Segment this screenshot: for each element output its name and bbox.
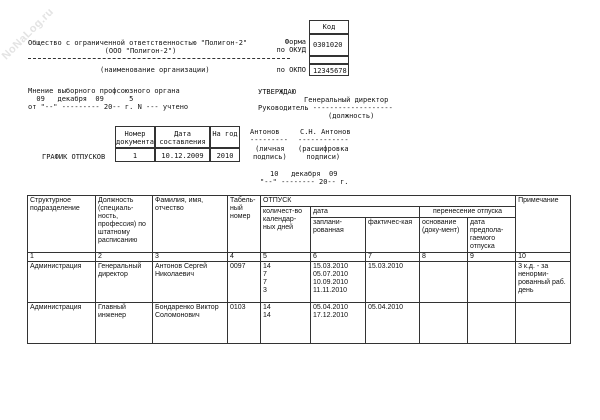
approval-position: Генеральный директор <box>304 96 389 104</box>
cell-note <box>516 303 571 344</box>
cell-name: Антонов Сергей Николаевич <box>153 262 228 303</box>
decoded-name: С.Н. Антонов <box>300 128 351 136</box>
signature-rule: --------- <box>250 136 288 144</box>
column-number: 3 <box>153 253 228 262</box>
organization-caption: (наименование организации) <box>100 66 210 74</box>
blank-code-cell <box>309 56 349 64</box>
okud-label: Форма по ОКУД <box>276 38 306 54</box>
cell-subdivision: Администрация <box>28 303 96 344</box>
header-tab-number: Табель-ный номер <box>228 196 261 253</box>
header-date: дата <box>311 207 420 218</box>
cell-position: Главный инженер <box>96 303 153 344</box>
column-number: 7 <box>366 253 420 262</box>
signature-caption: (личная подпись) <box>253 145 287 161</box>
column-number: 8 <box>420 253 468 262</box>
cell-days: 14 7 7 3 <box>261 262 311 303</box>
header-position: Должность (специаль-ность, профессия) по штатному расписанию <box>96 196 153 253</box>
decoded-rule: ------------ <box>298 136 349 144</box>
union-opinion-date-line: от "--" --------- 20-- г. N --- учтено <box>28 103 189 111</box>
column-number: 6 <box>311 253 366 262</box>
approval-date-line: "--" -------- 20-- г. <box>260 178 349 186</box>
cell-basis <box>420 262 468 303</box>
column-number: 1 <box>28 253 96 262</box>
header-transfer: перенесение отпуска <box>420 207 516 218</box>
header-days: количест-во календар-ных дней <box>261 207 311 253</box>
organization-short-name: (ООО "Полигон-2") <box>104 47 177 55</box>
header-subdivision: Структурное подразделение <box>28 196 96 253</box>
cell-days: 14 14 <box>261 303 311 344</box>
doc-number-value: 1 <box>115 148 155 162</box>
column-number: 4 <box>228 253 261 262</box>
header-actual: фактичес-кая <box>366 218 420 253</box>
cell-name: Бондаренко Виктор Соломонович <box>153 303 228 344</box>
union-opinion-title: Мнение выборного профсоюзного органа <box>28 87 180 95</box>
cell-actual: 15.03.2010 <box>366 262 420 303</box>
column-number: 9 <box>468 253 516 262</box>
column-number: 10 <box>516 253 571 262</box>
approval-head-line: Руководитель ------------------- <box>258 104 393 112</box>
okud-value-cell: 0301020 <box>309 34 349 56</box>
cell-tab-number: 0103 <box>228 303 261 344</box>
cell-actual: 05.04.2010 <box>366 303 420 344</box>
vacation-schedule-table <box>27 195 571 344</box>
approval-position-caption: (должность) <box>328 112 375 120</box>
header-basis: основание (доку-мент) <box>420 218 468 253</box>
doc-date-header: Дата составления <box>155 126 210 148</box>
cell-basis <box>420 303 468 344</box>
okpo-label: по ОКПО <box>276 66 306 74</box>
document-title: ГРАФИК ОТПУСКОВ <box>42 153 106 161</box>
doc-year-header: На год <box>210 126 240 148</box>
organization-name: Общество с ограниченной ответственностью "Полигон-2" <box>28 39 248 47</box>
doc-year-value: 2010 <box>210 148 240 162</box>
cell-planned: 05.04.2010 17.12.2010 <box>311 303 366 344</box>
doc-date-value: 10.12.2009 <box>155 148 210 162</box>
cell-expected <box>468 262 516 303</box>
header-name: Фамилия, имя, отчество <box>153 196 228 253</box>
cell-tab-number: 0097 <box>228 262 261 303</box>
watermark: NoNaLog.ru <box>0 5 57 63</box>
cell-position: Генеральный директор <box>96 262 153 303</box>
signature-name: Антонов <box>250 128 280 136</box>
header-planned: заплани-рованная <box>311 218 366 253</box>
okpo-value-cell: 12345678 <box>309 64 349 76</box>
header-vacation: ОТПУСК <box>261 196 516 207</box>
code-header-cell: Код <box>309 20 349 34</box>
union-opinion-date-values: 09 декабря 09 5 <box>28 95 134 103</box>
header-expected: дата предпола-гаемого отпуска <box>468 218 516 253</box>
doc-number-header: Номер документа <box>115 126 155 148</box>
table-row <box>28 303 571 344</box>
cell-planned: 15.03.2010 05.07.2010 10.09.2010 11.11.2010 <box>311 262 366 303</box>
decoded-caption: (расшифровка подписи) <box>298 145 349 161</box>
approval-date-values: 10 декабря 09 <box>270 170 338 178</box>
column-number: 2 <box>96 253 153 262</box>
cell-expected <box>468 303 516 344</box>
cell-subdivision: Администрация <box>28 262 96 303</box>
organization-underline <box>28 58 290 59</box>
header-note: Примечание <box>516 196 571 253</box>
table-row <box>28 262 571 303</box>
cell-note: 3 к.д. - за ненорми-рованный раб. день <box>516 262 571 303</box>
column-number: 5 <box>261 253 311 262</box>
approval-title: УТВЕРЖДАЮ <box>258 88 296 96</box>
